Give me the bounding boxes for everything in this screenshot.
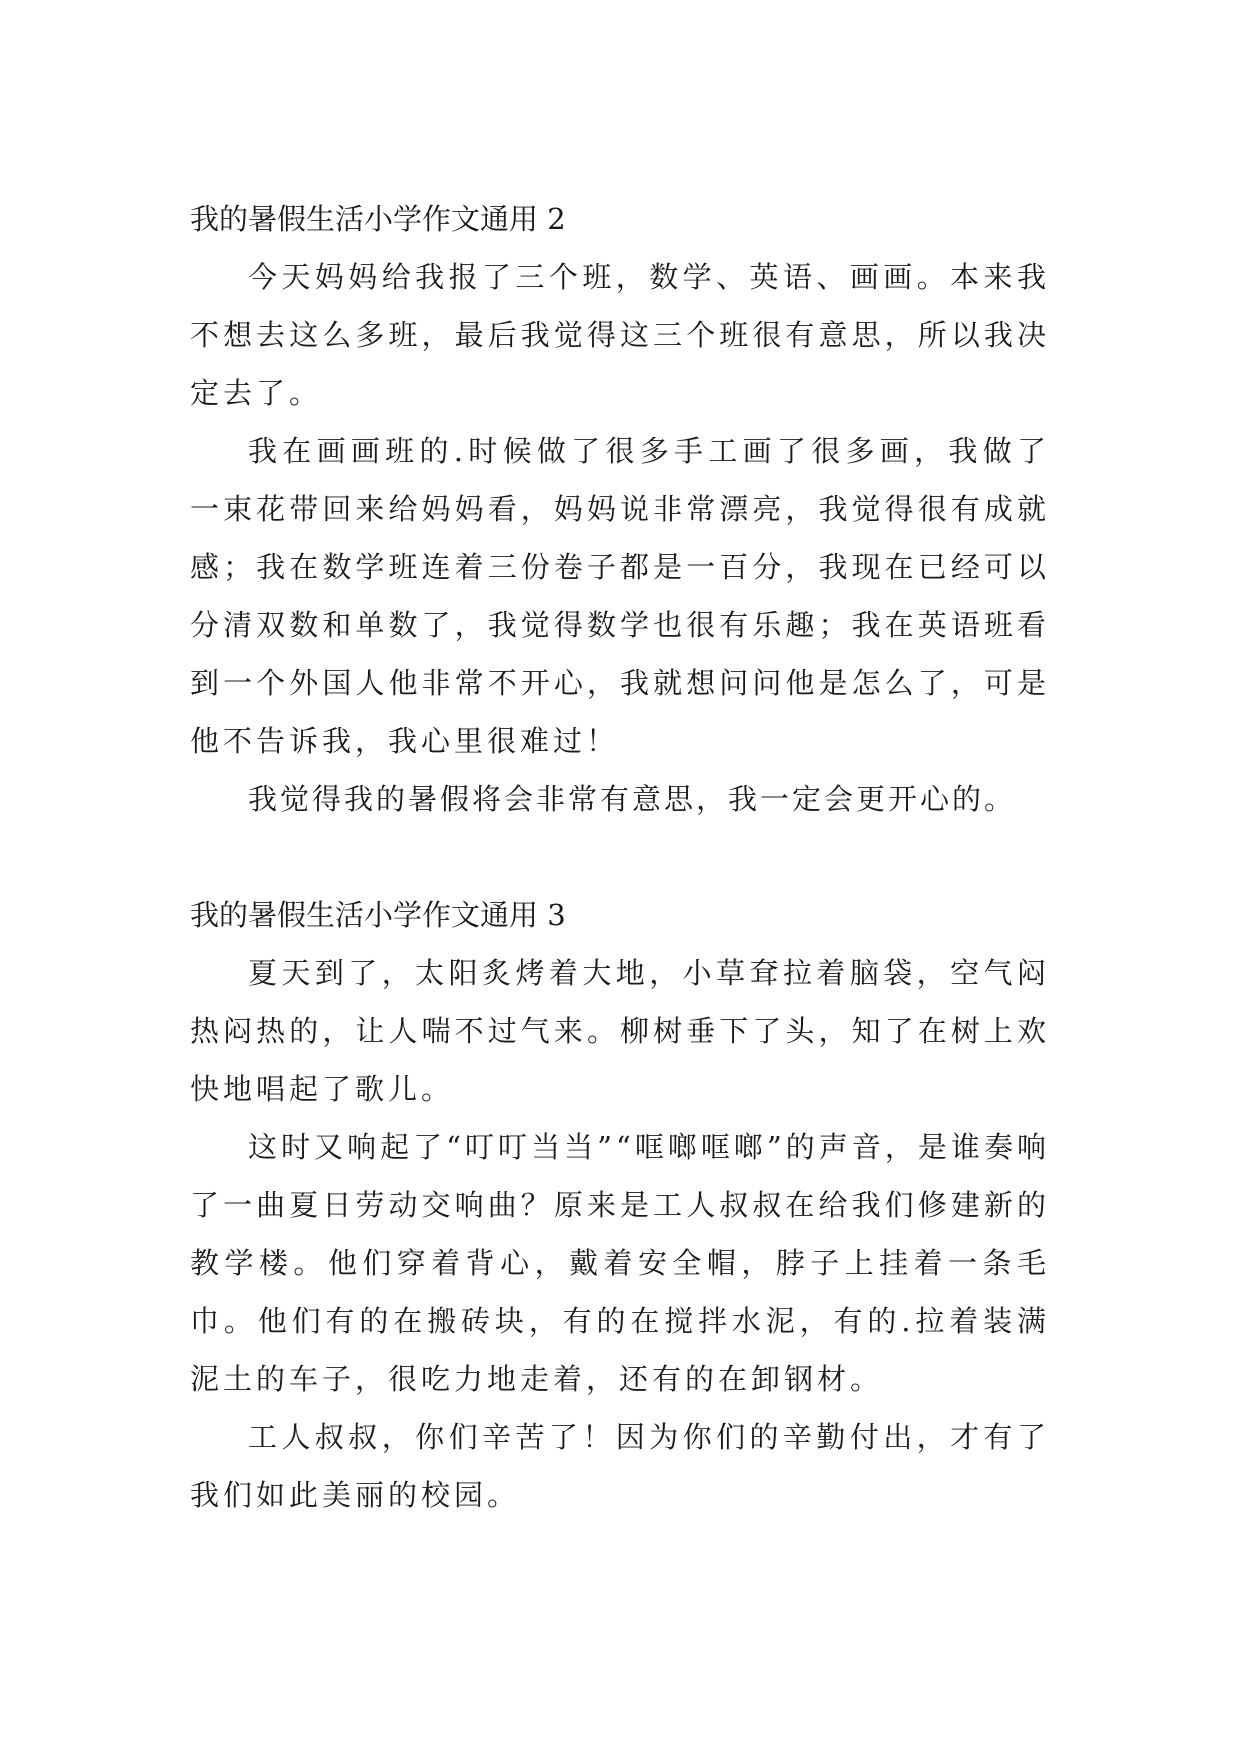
essay-section-2 [190,190,1050,828]
paragraph: 这时又响起了“叮叮当当”“哐啷哐啷”的声音，是谁奏响了一曲夏日劳动交响曲？原来是工人叔叔在给我们修建新的教学楼。他们穿着背心，戴着安全帽，脖子上挂着一条毛巾。他们有的在搬砖块，有的在搅拌水泥，有的.拉着装满泥土的车子，很吃力地走着，还有的在卸钢材。 [190,1130,1050,1396]
paragraph: 今天妈妈给我报了三个班，数学、英语、画画。本来我不想去这么多班，最后我觉得这三个班很有意思，所以我决定去了。 [190,260,1050,410]
paragraph: 夏天到了，太阳炙烤着大地，小草耷拉着脑袋，空气闷热闷热的，让人喘不过气来。柳树垂下了头，知了在树上欢快地唱起了歌儿。 [190,956,1050,1106]
paragraph: 工人叔叔，你们辛苦了！因为你们的辛勤付出，才有了我们如此美丽的校园。 [190,1420,1050,1512]
paragraph: 我觉得我的暑假将会非常有意思，我一定会更开心的。 [248,782,1017,816]
section-heading: 我的暑假生活小学作文通用 3 [190,898,566,932]
paragraph: 我在画画班的.时候做了很多手工画了很多画，我做了一束花带回来给妈妈看，妈妈说非常漂亮，我觉得很有成就感；我在数学班连着三份卷子都是一百分，我现在已经可以分清双数和单数了，我觉得数学也很有乐趣；我在英语班看到一个外国人他非常不开心，我就想问问他是怎么了，可是他不告诉我，我心里很难过！ [190,434,1050,758]
section-heading: 我的暑假生活小学作文通用 2 [190,202,566,236]
document-body [190,190,1050,1524]
essay-section-3 [190,886,1050,1524]
